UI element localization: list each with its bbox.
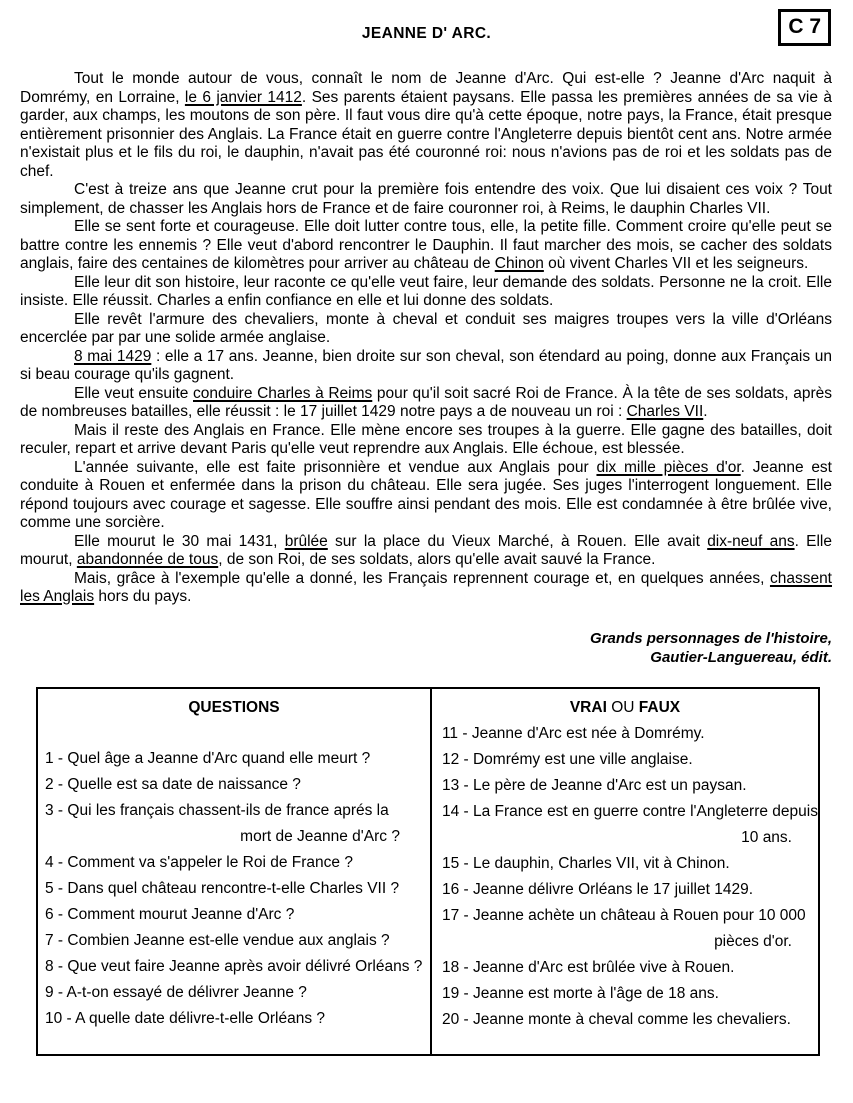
story-segment: : elle a 17 ans. Jeanne, bien droite sur son cheval, son étendard au poing, donne aux Français un si beau courage qu'ils gagnent. (20, 347, 832, 383)
story-segment: Elle mourut le 30 mai 1431, (74, 532, 285, 550)
quiz-item (432, 984, 818, 1003)
story-paragraph (20, 533, 832, 570)
vrai-faux-header-part: FAUX (638, 698, 681, 716)
quiz-item-text: 10 - A quelle date délivre-t-elle Orléans ? (45, 1009, 326, 1027)
page-code: C 7 (788, 15, 821, 38)
quiz-item (38, 983, 430, 1002)
quiz-item (432, 854, 818, 873)
story-segment: Elle se sent forte et courageuse. Elle doit lutter contre tous, elle, la petite fille. Comment croire qu'elle peut se battre contre les ennemis ? Elle veut d'abord rencontrer le Dauphin. Il faut marcher des mois, se cacher des soldats anglais, faire des centaines de kilomètres pour arriver au château de (20, 218, 832, 272)
page-code-box (778, 9, 831, 46)
underlined-phrase: Chinon (494, 255, 544, 272)
underlined-phrase: dix mille pièces d'or (596, 458, 741, 476)
vrai-faux-header (432, 698, 818, 717)
story-segment: où vivent Charles VII et les seigneurs. (543, 255, 809, 272)
quiz-item-text: 5 - Dans quel château rencontre-t-elle Charles VII ? (45, 879, 400, 897)
questions-list (38, 749, 430, 1028)
story-segment: . (703, 403, 708, 420)
vrai-faux-list (432, 724, 818, 1029)
quiz-item (432, 724, 818, 743)
quiz-item-text: 15 - Le dauphin, Charles VII, vit à Chinon. (441, 854, 730, 872)
story-segment: Mais il reste des Anglais en France. Elle mène encore ses troupes à la guerre. Elle gagne des batailles, doit reculer, repart et arrive devant Paris qu'elle veut reprendre aux Anglais. Elle échoue, est blessée. (20, 421, 832, 457)
quiz-item (432, 906, 818, 951)
quiz-item (432, 802, 818, 847)
underlined-phrase: abandonnée de tous (76, 551, 219, 568)
story-segment: . Elle mourut, (20, 532, 832, 568)
story-paragraph (20, 459, 832, 533)
story-segment: . Jeanne est conduite à Rouen et enfermée dans la prison du château. Elle sera jugée. Ses juges l'interrogent longuement. Elle répond toujours avec courage et sagesse. Elle souffre ainsi pendant des mois. Elle est condamnée à être brûlée vive, comme une sorcière. (20, 458, 832, 531)
quiz-item (38, 879, 430, 898)
quiz-item-text: 13 - Le père de Jeanne d'Arc est un paysan. (441, 776, 747, 794)
story-segment: Elle veut ensuite (74, 384, 193, 402)
quiz-item-text: 9 - A-t-on essayé de délivrer Jeanne ? (45, 983, 307, 1001)
quiz-item (432, 958, 818, 977)
underlined-phrase: brûlée (284, 532, 328, 550)
story-segment: Elle revêt l'armure des chevaliers, monte à cheval et conduit ses maigres troupes vers la ville d'Orléans encerclée par par une solide armée anglaise. (20, 310, 832, 346)
underlined-phrase: Charles VII (626, 403, 704, 420)
quiz-item (432, 750, 818, 769)
quiz-item (38, 905, 430, 924)
attribution-line-2: Gautier-Languereau, édit. (650, 648, 832, 666)
story-paragraph (20, 385, 832, 422)
quiz-item-continuation: mort de Jeanne d'Arc ? (240, 827, 400, 845)
underlined-phrase: le 6 janvier 1412 (184, 88, 302, 106)
quiz-item (38, 801, 430, 846)
story-paragraph (20, 181, 832, 218)
story-paragraph (20, 570, 832, 607)
story-paragraph (20, 218, 832, 274)
quiz-item (432, 1010, 818, 1029)
story-paragraph (20, 70, 832, 181)
questions-header: QUESTIONS (188, 698, 280, 716)
quiz-item-text: 7 - Combien Jeanne est-elle vendue aux anglais ? (45, 931, 390, 949)
underlined-phrase: dix-neuf ans (707, 532, 795, 550)
story-segment: , de son Roi, de ses soldats, alors qu'elle avait sauvé la France. (218, 551, 656, 568)
quiz-item-text: 4 - Comment va s'appeler le Roi de France ? (45, 853, 353, 871)
quiz-item-text: 18 - Jeanne d'Arc est brûlée vive à Rouen. (441, 958, 735, 976)
quiz-item-text: 17 - Jeanne achète un château à Rouen pour 10 000 (441, 906, 806, 924)
quiz-item-text: 16 - Jeanne délivre Orléans le 17 juillet 1429. (441, 880, 754, 898)
story-segment: . Ses parents étaient paysans. Elle passa les premières années de sa vie à garder, aux champs, les moutons de son père. Il faut vous dire qu'à cette époque, notre pays, la France, était presque entièrement prisonnier des Anglais. La France était en guerre contre l'Angleterre depuis bientôt cent ans. Notre armée n'existait plus et le fils du roi, le dauphin, n'avait pas été couronné roi: nous n'avions pas de roi et les soldats pas de chef. (20, 88, 832, 180)
quiz-item (432, 880, 818, 899)
quiz-item-text: 8 - Que veut faire Jeanne après avoir délivré Orléans ? (45, 957, 423, 975)
vrai-faux-header-part: OU (606, 698, 639, 716)
story-paragraph (20, 348, 832, 385)
quiz-item (38, 931, 430, 950)
quiz-item (38, 749, 430, 768)
quiz-table (36, 687, 820, 1056)
story-segment: Tout le monde autour de vous, connaît le nom de Jeanne d'Arc. Qui est-elle ? Jeanne d'Arc naquit à Domrémy, en Lorraine, (20, 70, 832, 106)
quiz-item-text: 3 - Qui les français chassent-ils de france aprés la (45, 801, 389, 819)
quiz-item (432, 776, 818, 795)
story-paragraph (20, 311, 832, 348)
story-segment: pour qu'il soit sacré Roi de France. À la tête de ses soldats, après de nombreuses batailles, elle réussit : le 17 juillet 1429 notre pays a de nouveau un roi : (20, 384, 832, 420)
quiz-item-text: 1 - Quel âge a Jeanne d'Arc quand elle meurt ? (45, 749, 371, 767)
story-segment: L'année suivante, elle est faite prisonnière et vendue aux Anglais pour (74, 458, 597, 476)
quiz-item-continuation: 10 ans. (741, 828, 792, 846)
quiz-item (38, 853, 430, 872)
vrai-faux-header-part: VRAI (569, 698, 607, 716)
quiz-item (38, 1009, 430, 1028)
story-segment: sur la place du Vieux Marché, à Rouen. Elle avait (327, 532, 708, 550)
story-segment: hors du pays. (94, 588, 192, 605)
quiz-item (38, 775, 430, 794)
quiz-item (38, 957, 430, 976)
questions-column (38, 689, 432, 1054)
underlined-phrase: chassent les Anglais (20, 569, 832, 605)
story-text (20, 70, 832, 607)
quiz-item-text: 11 - Jeanne d'Arc est née à Domrémy. (441, 724, 705, 742)
quiz-item-text: 12 - Domrémy est une ville anglaise. (441, 750, 693, 768)
quiz-item-continuation: pièces d'or. (714, 932, 792, 950)
underlined-phrase: 8 mai 1429 (74, 347, 152, 365)
story-segment: Elle leur dit son histoire, leur raconte ce qu'elle veut faire, leur demande des soldats. Personne ne la croit. Elle insiste. Elle réussit. Charles a enfin confiance en elle et lui donne des soldats. (20, 273, 832, 309)
page-title: JEANNE D' ARC. (361, 25, 492, 42)
story-segment: Mais, grâce à l'exemple qu'elle a donné, les Français reprennent courage et, en quelques années, (74, 569, 770, 587)
story-paragraph (20, 274, 832, 311)
vrai-faux-column (432, 689, 818, 1054)
story-paragraph (20, 422, 832, 459)
story-segment: C'est à treize ans que Jeanne crut pour la première fois entendre des voix. Que lui disaient ces voix ? Tout simplement, de chasser les Anglais hors de France et de faire couronner roi, à Reims, le dauphin Charles VII. (20, 181, 832, 217)
quiz-item-text: 20 - Jeanne monte à cheval comme les chevaliers. (441, 1010, 791, 1028)
attribution-line-1: Grands personnages de l'histoire, (590, 629, 832, 647)
attribution (0, 629, 832, 667)
underlined-phrase: conduire Charles à Reims (193, 384, 373, 402)
quiz-item-text: 14 - La France est en guerre contre l'Angleterre depuis (441, 802, 818, 820)
quiz-item-text: 2 - Quelle est sa date de naissance ? (45, 775, 301, 793)
quiz-item-text: 6 - Comment mourut Jeanne d'Arc ? (45, 905, 295, 923)
quiz-item-text: 19 - Jeanne est morte à l'âge de 18 ans. (441, 984, 719, 1002)
